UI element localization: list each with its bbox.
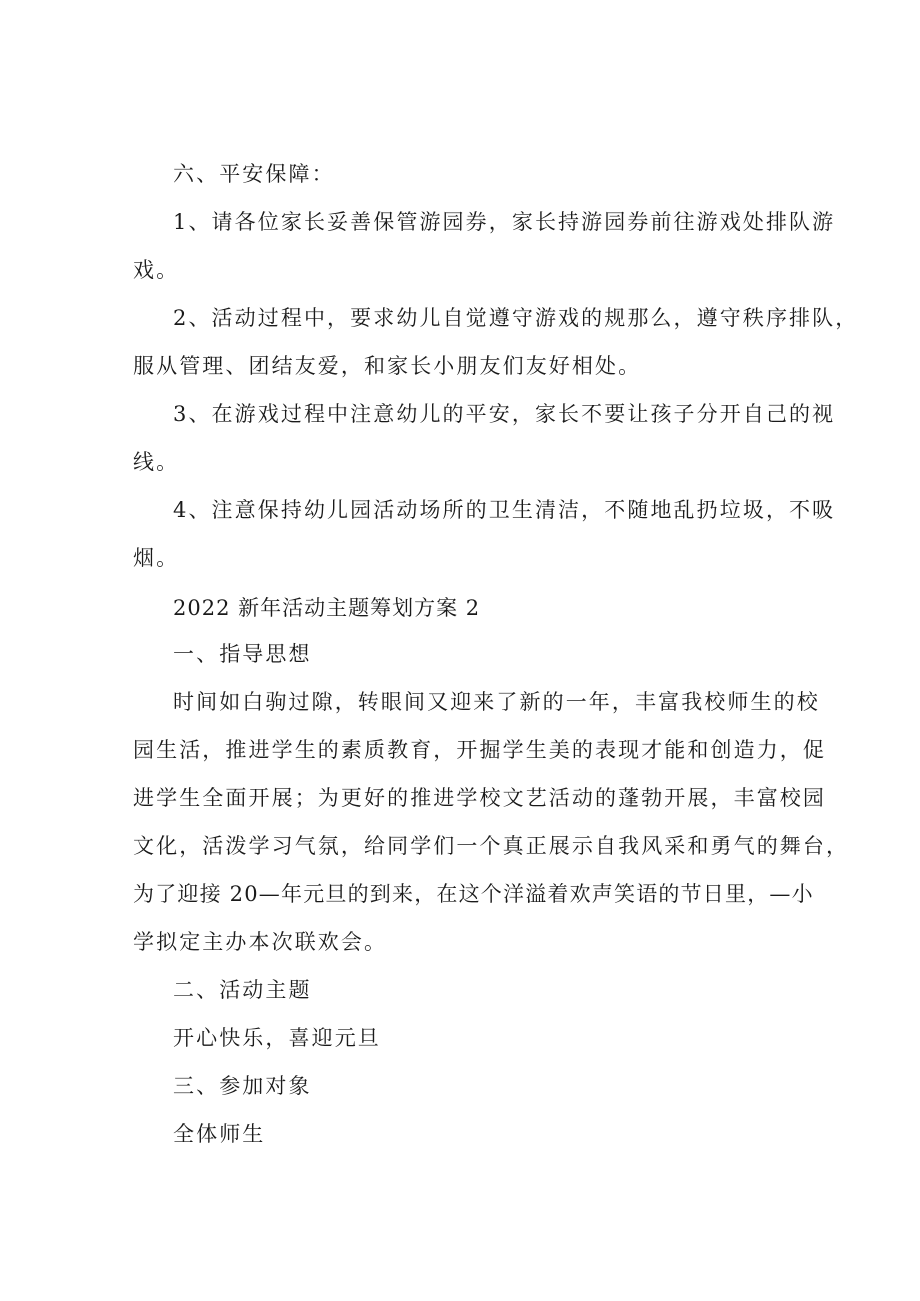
safety-item-4: 4、注意保持幼儿园活动场所的卫生清洁，不随地乱扔垃圾，不吸 xyxy=(173,498,836,522)
guiding-paragraph-line: 进学生全面开展；为更好的推进学校文艺活动的蓬勃开展，丰富校园 xyxy=(133,786,826,810)
safety-heading: 六、平安保障： xyxy=(173,162,335,186)
guiding-paragraph-line: 时间如白驹过隙，转眼间又迎来了新的一年，丰富我校师生的校 xyxy=(173,690,820,714)
guiding-paragraph-line: 学拟定主办本次联欢会。 xyxy=(133,930,388,954)
theme-heading: 二、活动主题 xyxy=(173,978,312,1002)
guiding-heading: 一、指导思想 xyxy=(173,642,312,666)
guiding-paragraph-line: 园生活，推进学生的素质教育，开掘学生美的表现才能和创造力，促 xyxy=(133,738,826,762)
safety-item-2: 2、活动过程中，要求幼儿自觉遵守游戏的规那么，遵守秩序排队， xyxy=(173,306,859,330)
safety-item-1: 1、请各位家长妥善保管游园券，家长持游园券前往游戏处排队游 xyxy=(173,210,836,234)
safety-item-4-continuation: 烟。 xyxy=(133,546,180,570)
safety-item-1-continuation: 戏。 xyxy=(133,258,180,282)
plan-title: 2022 新年活动主题筹划方案 2 xyxy=(173,596,481,620)
guiding-paragraph-line: 为了迎接 20—年元旦的到来，在这个洋溢着欢声笑语的节日里，—小 xyxy=(133,882,814,906)
safety-item-2-continuation: 服从管理、团结友爱，和家长小朋友们友好相处。 xyxy=(133,354,642,378)
guiding-paragraph-line: 文化，活泼学习气氛，给同学们一个真正展示自我风采和勇气的舞台， xyxy=(133,834,850,858)
participants-heading: 三、参加对象 xyxy=(173,1074,312,1098)
safety-item-3: 3、在游戏过程中注意幼儿的平安，家长不要让孩子分开自己的视 xyxy=(173,402,836,426)
safety-item-3-continuation: 线。 xyxy=(133,450,180,474)
theme-text: 开心快乐，喜迎元旦 xyxy=(173,1026,381,1050)
participants-text: 全体师生 xyxy=(173,1122,266,1146)
